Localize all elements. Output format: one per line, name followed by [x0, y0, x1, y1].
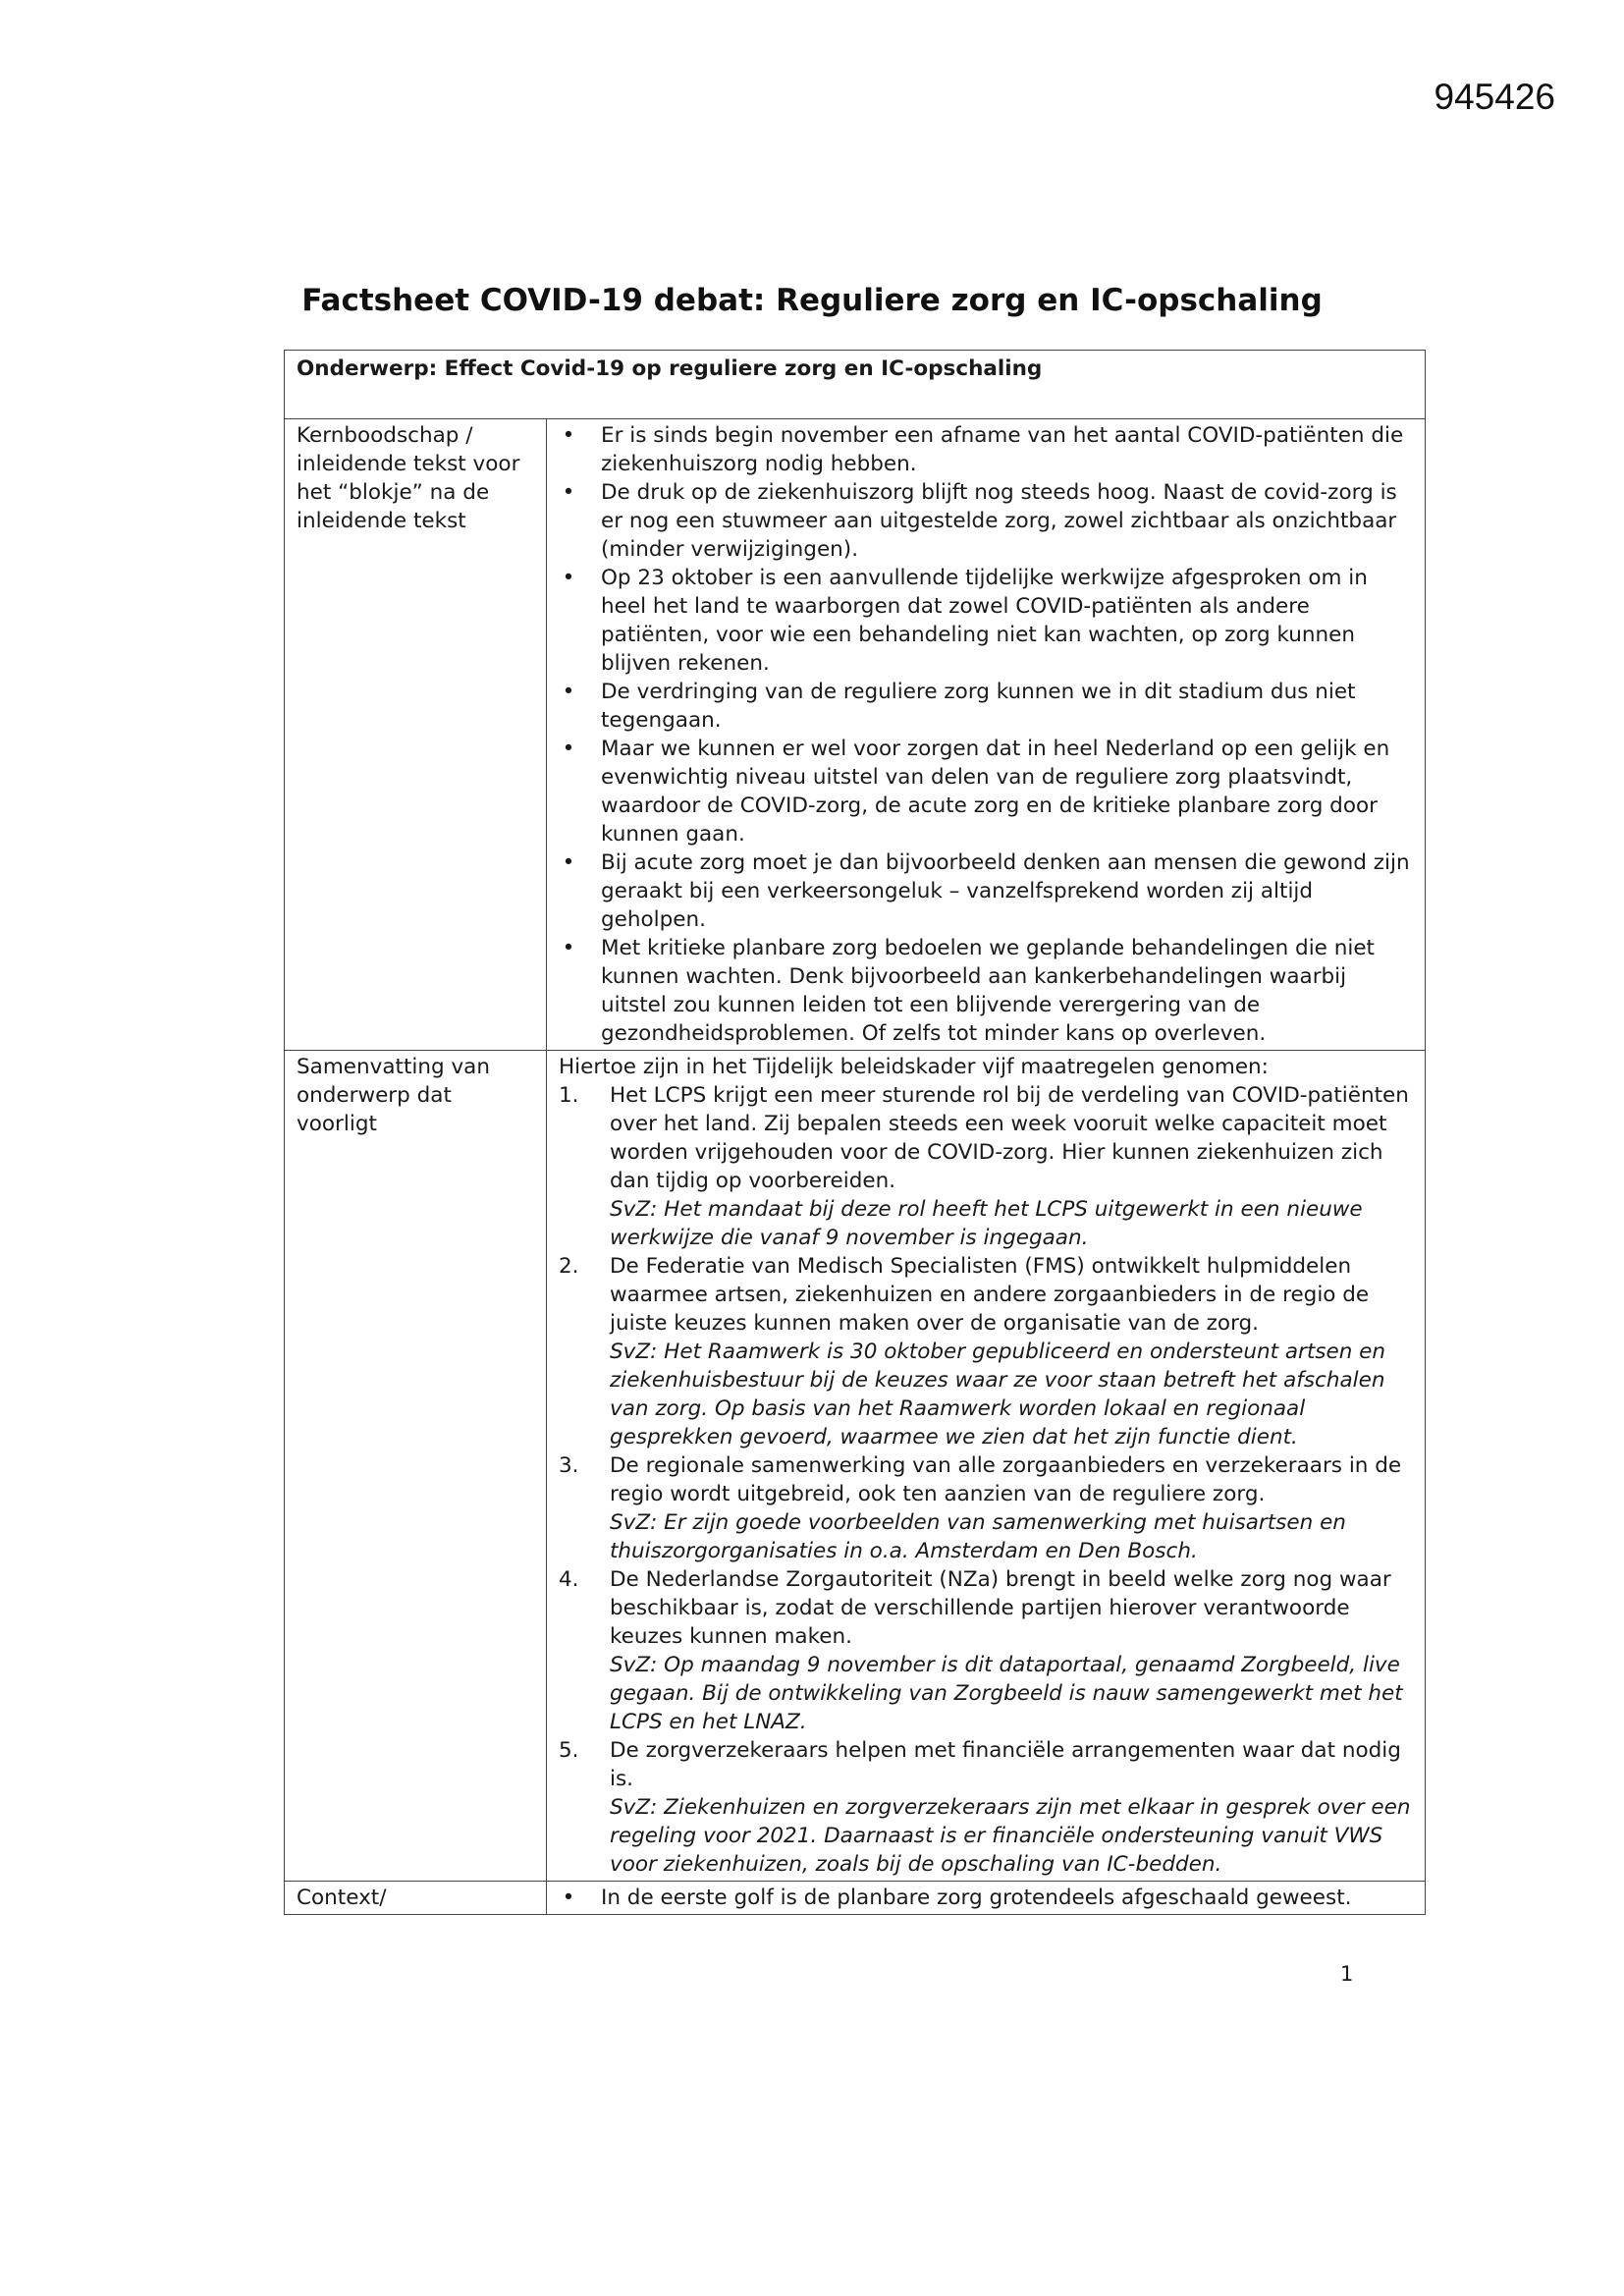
- bullet-icon: •: [562, 480, 575, 505]
- item-text: De Nederlandse Zorgautoriteit (NZa) brengt in beeld welke zorg nog waar beschikbaar is, zodat de verschillende partijen hierover verantwoorde keuzes kunnen maken.: [610, 1567, 1391, 1649]
- subject-header: Onderwerp: Effect Covid-19 op reguliere zorg en IC-opschaling: [285, 351, 1426, 419]
- summary-intro: Hiertoe zijn in het Tijdelijk beleidskader vijf maatregelen genomen:: [559, 1055, 1269, 1079]
- svz-note: SvZ: Op maandag 9 november is dit dataportaal, genaamd Zorgbeeld, live gegaan. Bij de ontwikkeling van Zorgbeeld is nauw samengewerkt met het LCPS en het LNAZ.: [610, 1653, 1403, 1734]
- item-number: 1.: [559, 1083, 579, 1108]
- list-item: [559, 735, 1411, 848]
- list-item-text: Bij acute zorg moet je dan bijvoorbeeld denken aan mensen die gewond zijn geraakt bij een verkeersongeluk – vanzelfsprekend worden zij altijd geholpen.: [601, 850, 1410, 932]
- row-label: Samenvatting van onderwerp dat voorligt: [285, 1051, 547, 1882]
- item-number: 2.: [559, 1254, 579, 1279]
- list-item-text: Er is sinds begin november een afname van het aantal COVID-patiënten die ziekenhuiszorg nodig hebben.: [601, 423, 1404, 476]
- item-number: 5.: [559, 1738, 579, 1763]
- table-row: [285, 1882, 1426, 1915]
- list-item: [559, 1884, 1411, 1912]
- page-number: 1: [1340, 1962, 1354, 1986]
- svz-note: SvZ: Het Raamwerk is 30 oktober gepubliceerd en ondersteunt artsen en ziekenhuisbestuur bij de keuzes waar ze voor staan betreft het afschalen van zorg. Op basis van het Raamwerk worden lokaal en regionaal gesprekken gevoerd, waarmee we zien dat het zijn functie dient.: [610, 1339, 1386, 1449]
- bullet-icon: •: [562, 566, 575, 590]
- table-header-row: [285, 351, 1426, 419]
- row-content: [547, 1882, 1426, 1915]
- bullet-icon: •: [562, 850, 575, 875]
- list-item: [559, 678, 1411, 735]
- svz-note: SvZ: Het mandaat bij deze rol heeft het LCPS uitgewerkt in een nieuwe werkwijze die vanaf 9 november is ingegaan.: [610, 1197, 1363, 1250]
- document-id: 945426: [1434, 77, 1555, 117]
- list-item: [559, 1081, 1411, 1252]
- item-number: 4.: [559, 1567, 579, 1592]
- list-item: [559, 934, 1411, 1048]
- list-item-text: In de eerste golf is de planbare zorg grotendeels afgeschaald geweest.: [601, 1886, 1352, 1910]
- bullet-icon: •: [562, 737, 575, 761]
- page-title: Factsheet COVID-19 debat: Reguliere zorg en IC-opschaling: [301, 283, 1323, 318]
- item-text: De zorgverzekeraars helpen met financiële arrangementen waar dat nodig is.: [610, 1738, 1401, 1791]
- list-item-text: De verdringing van de reguliere zorg kunnen we in dit stadium dus niet tegengaan.: [601, 680, 1356, 733]
- bullet-list: [559, 1884, 1411, 1912]
- table-row: [285, 1051, 1426, 1882]
- list-item: [559, 1565, 1411, 1736]
- list-item: [559, 564, 1411, 678]
- list-item: [559, 478, 1411, 564]
- row-label: Context/: [285, 1882, 547, 1915]
- item-text: De Federatie van Medisch Specialisten (FMS) ontwikkelt hulpmiddelen waarmee artsen, ziekenhuizen en andere zorgaanbieders in de regio de juiste keuzes kunnen maken over de organisatie van de zorg.: [610, 1254, 1370, 1336]
- list-item-text: Met kritieke planbare zorg bedoelen we geplande behandelingen die niet kunnen wachten. Denk bijvoorbeeld aan kankerbehandelingen waarbij uitstel zou kunnen leiden tot een blijvende verergering van de gezondheidsproblemen. Of zelfs tot minder kans op overleven.: [601, 936, 1375, 1046]
- item-text: Het LCPS krijgt een meer sturende rol bij de verdeling van COVID-patiënten over het land. Zij bepalen steeds een week vooruit welke capaciteit moet worden vrijgehouden voor de COVID-zorg. Hier kunnen ziekenhuizen zich dan tijdig op voorbereiden.: [610, 1083, 1409, 1193]
- bullet-list: [559, 421, 1411, 1048]
- list-item-text: De druk op de ziekenhuiszorg blijft nog steeds hoog. Naast de covid-zorg is er nog een stuwmeer aan uitgestelde zorg, zowel zichtbaar als onzichtbaar (minder verwijzigingen).: [601, 480, 1397, 562]
- list-item: [559, 1451, 1411, 1565]
- list-item-text: Op 23 oktober is een aanvullende tijdelijke werkwijze afgesproken om in heel het land te waarborgen dat zowel COVID-patiënten als andere patiënten, voor wie een behandeling niet kan wachten, op zorg kunnen blijven rekenen.: [601, 566, 1368, 676]
- bullet-icon: •: [562, 680, 575, 704]
- item-number: 3.: [559, 1453, 579, 1478]
- list-item: [559, 1736, 1411, 1879]
- bullet-icon: •: [562, 1886, 575, 1910]
- factsheet-table: [284, 350, 1426, 1915]
- measures-list: [559, 1081, 1411, 1879]
- bullet-icon: •: [562, 936, 575, 960]
- row-label: Kernboodschap / inleidende tekst voor het “blokje” na de inleidende tekst: [285, 419, 547, 1051]
- item-text: De regionale samenwerking van alle zorgaanbieders en verzekeraars in de regio wordt uitgebreid, ook ten aanzien van de reguliere zorg.: [610, 1453, 1402, 1506]
- list-item: [559, 421, 1411, 478]
- svz-note: SvZ: Ziekenhuizen en zorgverzekeraars zijn met elkaar in gesprek over een regeling voor 2021. Daarnaast is er financiële ondersteuning vanuit VWS voor ziekenhuizen, zoals bij de opschaling van IC-bedden.: [610, 1795, 1411, 1877]
- row-content: [547, 1051, 1426, 1882]
- list-item: [559, 848, 1411, 934]
- list-item: [559, 1252, 1411, 1451]
- svz-note: SvZ: Er zijn goede voorbeelden van samenwerking met huisartsen en thuiszorgorganisaties in o.a. Amsterdam en Den Bosch.: [610, 1510, 1346, 1563]
- table-row: [285, 419, 1426, 1051]
- bullet-icon: •: [562, 423, 575, 448]
- list-item-text: Maar we kunnen er wel voor zorgen dat in heel Nederland op een gelijk en evenwichtig niveau uitstel van delen van de reguliere zorg plaatsvindt, waardoor de COVID-zorg, de acute zorg en de kritieke planbare zorg door kunnen gaan.: [601, 737, 1390, 847]
- row-content: [547, 419, 1426, 1051]
